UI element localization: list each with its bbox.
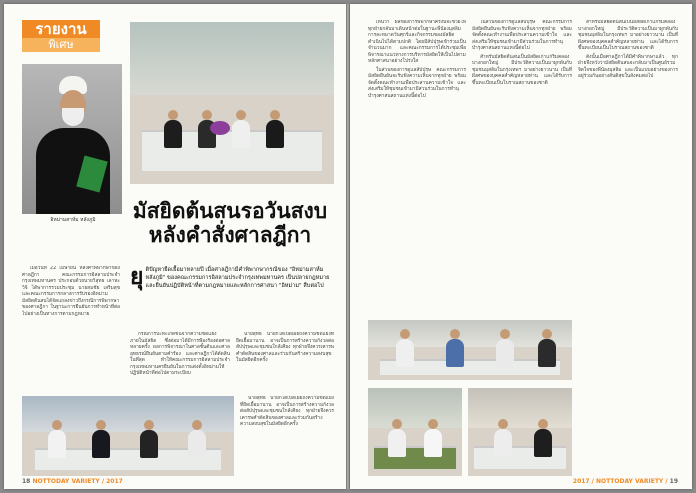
section-tag bbox=[22, 20, 100, 54]
lead-text: ติปัญหายืดเยื้อมาหลายปี เมื่อศาลฎีกามีคำพิพากษากรณีของ "อิหม่ามสาห์ม หลังภูมิ" ของคณะกรรมการอิสลามประจำกรุงเทพมหานคร เป็นปลายกฎหมาย และยืนยันปฏิบัติหน้าที่ตามกฎหมายและหลักการศาสนา "อิหม่าม" สืบต่อไป bbox=[145, 267, 330, 289]
body-column-3-continued bbox=[240, 396, 334, 476]
paragraph: ในส่วนของการดูแลสัปปุรุษ คณะกรรมการมัสยิดยืนยันจะรับฟังความเห็นจากทุกฝ่าย พร้อมจัดตั้งคณะทำงานเพื่อประสานความเข้าใจ และส่งเสริมให้ชุมชนเข้ามามีส่วนร่วมในการทำนุบำรุงศาสนสถานแห่งนี้ต่อไป bbox=[368, 67, 466, 99]
paragraph: นายสุทธิ นายก็ได้เปิดเผยถึงความขัดแย้งที่ยืดเยื้อมานาน อาจเป็นการสร้างความกังวลต่อสัปปุรุษและชุมชนใกล้เคียง ทุกฝ่ายจึงควรเคารพคำตัดสินของศาลและร่วมกันสร้างความสงบสุขในมัสยิดอีกครั้ง bbox=[240, 396, 334, 427]
left-footer bbox=[22, 478, 123, 485]
section-tag-title: รายงาน bbox=[22, 20, 100, 38]
paragraph: ดังนั้นเมื่อศาลฎีกาได้มีคำพิพากษาแล้ว ทุกฝ่ายจึงหวังว่ามัสยิดต้นสนจะกลับมาเป็นศูนย์รวมจิตใจของพี่น้องมุสลิม และเป็นแบบอย่างของการอยู่ร่วมกันอย่างสันติสุขในสังคมต่อไป bbox=[578, 54, 678, 79]
right-column-1 bbox=[368, 20, 466, 310]
congregation-photo bbox=[368, 388, 462, 476]
meeting-photo-right-top bbox=[368, 320, 572, 380]
lead-paragraph bbox=[130, 266, 334, 324]
paragraph: ในส่วนของการดูแลสัปปุรุษ คณะกรรมการมัสยิดยืนยันจะรับฟังความเห็นจากทุกฝ่าย พร้อมจัดตั้งคณะทำงานเพื่อประสานความเข้าใจ และส่งเสริมให้ชุมชนเข้ามามีส่วนร่วมในการทำนุบำรุงศาสนสถานแห่งนี้ต่อไป bbox=[472, 20, 572, 51]
paragraph: สำหรับมัสยิดต้นสนเป็นมัสยิดเก่าแก่ริมคลองบางกอกใหญ่ มีประวัติความเป็นมาผูกพันกับชุมชนมุสลิมในกรุงเทพฯ มาอย่างยาวนาน เป็นที่ฝังศพของบุคคลสำคัญหลายท่าน และได้รับการขึ้นทะเบียนเป็นโบราณสถานของชาติ bbox=[578, 20, 678, 51]
paragraph: กรณีการปะทะเกิดขึ้นจากความขัดแย้งภายในมัสยิด ซึ่งต่อมาได้มีการฟ้องร้องต่อศาลหลายครั้ง ผลการพิจารณาในศาลชั้นต้นและศาลอุทธรณ์ยืนยันตามคำร้อง และศาลฎีกาได้ตัดสินในที่สุด ทำให้คณะกรรมการอิสลามประจำกรุงเทพมหานครยืนยันในการแต่งตั้งอิหม่ามให้ปฏิบัติหน้าที่ต่อไปตามระเบียบ bbox=[130, 332, 230, 376]
right-page bbox=[350, 4, 692, 489]
left-page bbox=[4, 4, 346, 489]
imam-portrait-photo bbox=[22, 64, 122, 214]
right-column-2 bbox=[472, 20, 572, 310]
footer-brand: NOTTODAY VARIETY / 2017 bbox=[32, 478, 123, 485]
right-footer bbox=[573, 478, 678, 485]
paragraph: เมื่อวันที่ 22 เมษายน หลังคำพิพากษาของศาลฎีกา คณะกรรมการอิสลามประจำกรุงเทพมหานคร ประกอบด้วยนายวิสุทธ เลาหะวิจิ ได้พาการรวมประชุม นายสมชัย เสริมสุข และคณะกรรมการกลางการรับรองอิหม่าม มัสยิดต้นสนได้จัดแถลงข่าวถึงกรณีการพิพากษาของศาลฎีกา ในฐานะการยืนยันการทำหน้าที่ต่อไปอย่างเป็นทางการตามกฎหมาย bbox=[22, 266, 120, 317]
imam-meeting-photo bbox=[468, 388, 572, 476]
meeting-photo-left bbox=[22, 396, 234, 476]
paragraph: นายสุทธิ นายก็ได้เปิดเผยถึงความขัดแย้งที่ยืดเยื้อมานาน อาจเป็นการสร้างความกังวลต่อสัปปุรุษและชุมชนใกล้เคียง ทุกฝ่ายจึงควรเคารพคำตัดสินของศาลและร่วมกันสร้างความสงบสุขในมัสยิดอีกครั้ง bbox=[236, 332, 334, 363]
right-column-3 bbox=[578, 20, 678, 440]
press-conference-photo bbox=[130, 22, 334, 184]
portrait-caption: อิหม่ามสาห์ม หลังภูมิ bbox=[50, 217, 96, 223]
section-tag-subtitle: พิเศษ bbox=[22, 38, 100, 52]
drop-cap: ยุ bbox=[130, 264, 144, 290]
page-number: 19 bbox=[669, 478, 678, 485]
headline-line-2: หลังคำสั่งศาลฎีกา bbox=[148, 223, 312, 247]
headline-line-1: มัสยิดต้นสนรอวันสงบ bbox=[132, 199, 328, 223]
footer-brand: 2017 / NOTTODAY VARIETY / bbox=[572, 478, 668, 485]
paragraph: เห็นว่า ผลของการพิพากษาครั้งนี้จะช่วยให้ทุกฝ่ายกลับมาเดินหน้าต่อในฐานะพี่น้องมุสลิม การละหมาดวันศุกร์และกิจกรรมของมัสยิดดำเนินไปได้ตามปกติ โดยมีสัปปุรุษเข้าร่วมเป็นจำนวนมาก และคณะกรรมการได้ประชุมเพื่อพิจารณาแนวทางการบริหารมัสยิดให้เป็นไปตามหลักศาสนาอย่างโปร่งใส bbox=[368, 20, 466, 64]
page-number: 18 bbox=[22, 478, 31, 485]
article-headline bbox=[130, 199, 330, 247]
paragraph: สำหรับมัสยิดต้นสนเป็นมัสยิดเก่าแก่ริมคลองบางกอกใหญ่ มีประวัติความเป็นมาผูกพันกับชุมชนมุสลิมในกรุงเทพฯ มาอย่างยาวนาน เป็นที่ฝังศพของบุคคลสำคัญหลายท่าน และได้รับการขึ้นทะเบียนเป็นโบราณสถานของชาติ bbox=[472, 54, 572, 86]
